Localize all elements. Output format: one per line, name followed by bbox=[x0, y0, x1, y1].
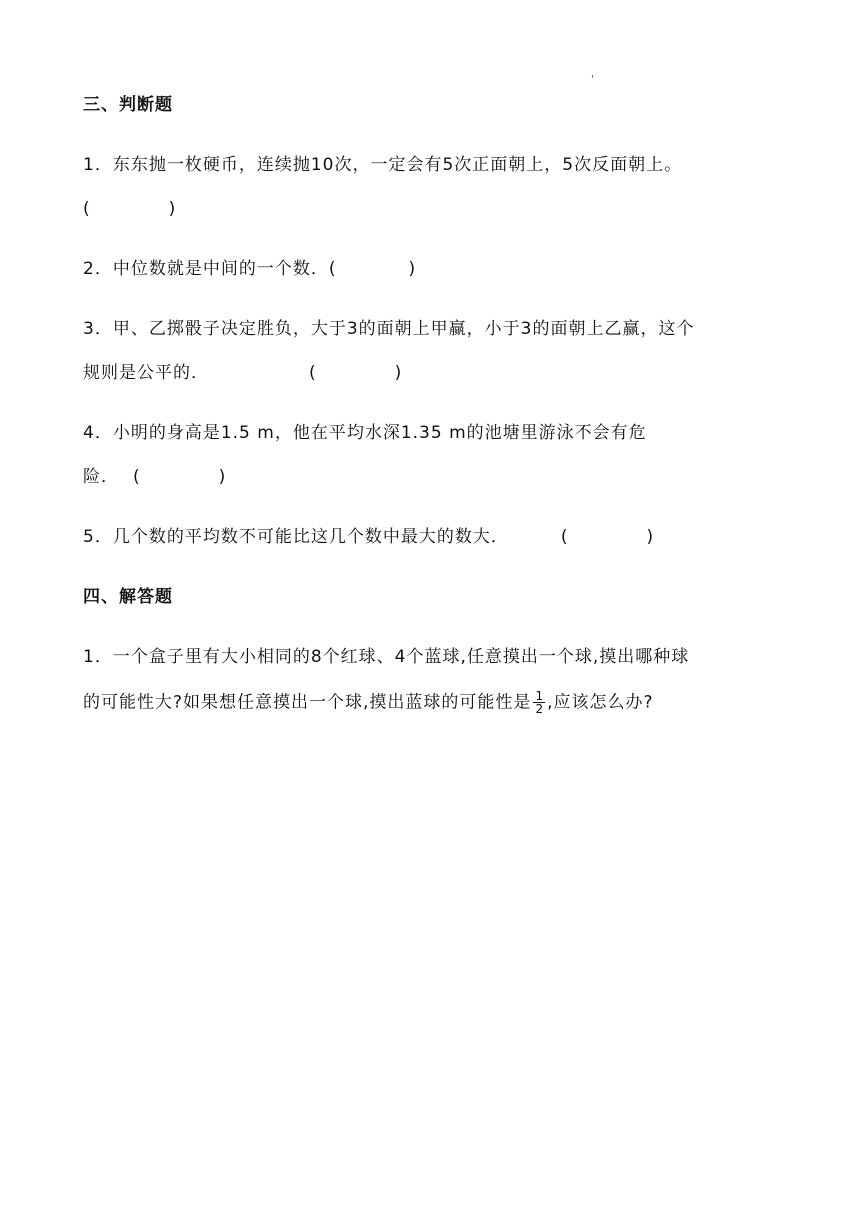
paren-close: ) bbox=[646, 527, 655, 547]
q3-3-line2 bbox=[83, 362, 402, 384]
fraction-one-half bbox=[533, 690, 545, 715]
paren-close: ) bbox=[218, 467, 227, 487]
q3-4-text-line1: 4．小明的身高是1.5 m，他在平均水深1.35 m的池塘里游泳不会有危 bbox=[83, 423, 647, 443]
q4-1-text-line2-after: ,应该怎么办? bbox=[547, 692, 654, 713]
q3-1-answer-blank bbox=[83, 198, 176, 220]
paren-close: ) bbox=[408, 259, 417, 279]
q3-2-text: 2．中位数就是中间的一个数．( bbox=[83, 259, 337, 279]
q3-3-text-line1: 3．甲、乙掷骰子决定胜负，大于3的面朝上甲赢，小于3的面朝上乙赢，这个 bbox=[83, 319, 695, 339]
q3-3-text-line2: 规则是公平的． bbox=[83, 363, 209, 383]
q3-5-text: 5．几个数的平均数不可能比这几个数中最大的数大． bbox=[83, 527, 509, 547]
paren-open: ( bbox=[560, 527, 569, 547]
paren-open: ( bbox=[309, 363, 317, 383]
q4-1-line2 bbox=[83, 690, 654, 715]
q3-5-line bbox=[83, 526, 654, 548]
q3-4-text-line2: 险． bbox=[83, 467, 119, 487]
paren-close: ) bbox=[168, 199, 177, 219]
q4-1-text-line1: 1．一个盒子里有大小相同的8个红球、4个蓝球,任意摸出一个球,摸出哪种球 bbox=[83, 647, 690, 667]
q3-4-line2 bbox=[83, 466, 226, 488]
q3-1-text: 1．东东抛一枚硬币，连续抛10次，一定会有5次正面朝上，5次反面朝上。 bbox=[83, 155, 683, 175]
q3-2-line bbox=[83, 258, 416, 280]
paren-open: ( bbox=[133, 467, 141, 487]
paren-close: ) bbox=[394, 363, 403, 383]
section-4-title: 四、解答题 bbox=[83, 587, 173, 607]
q4-1-text-line2-before: 的可能性大?如果想任意摸出一个球,摸出蓝球的可能性是 bbox=[83, 692, 532, 713]
stray-mark: ' bbox=[591, 74, 595, 85]
section-3-title: 三、判断题 bbox=[83, 95, 173, 115]
fraction-denominator: 2 bbox=[535, 702, 544, 716]
fraction-numerator: 1 bbox=[535, 689, 544, 703]
paren-open: ( bbox=[83, 199, 91, 219]
